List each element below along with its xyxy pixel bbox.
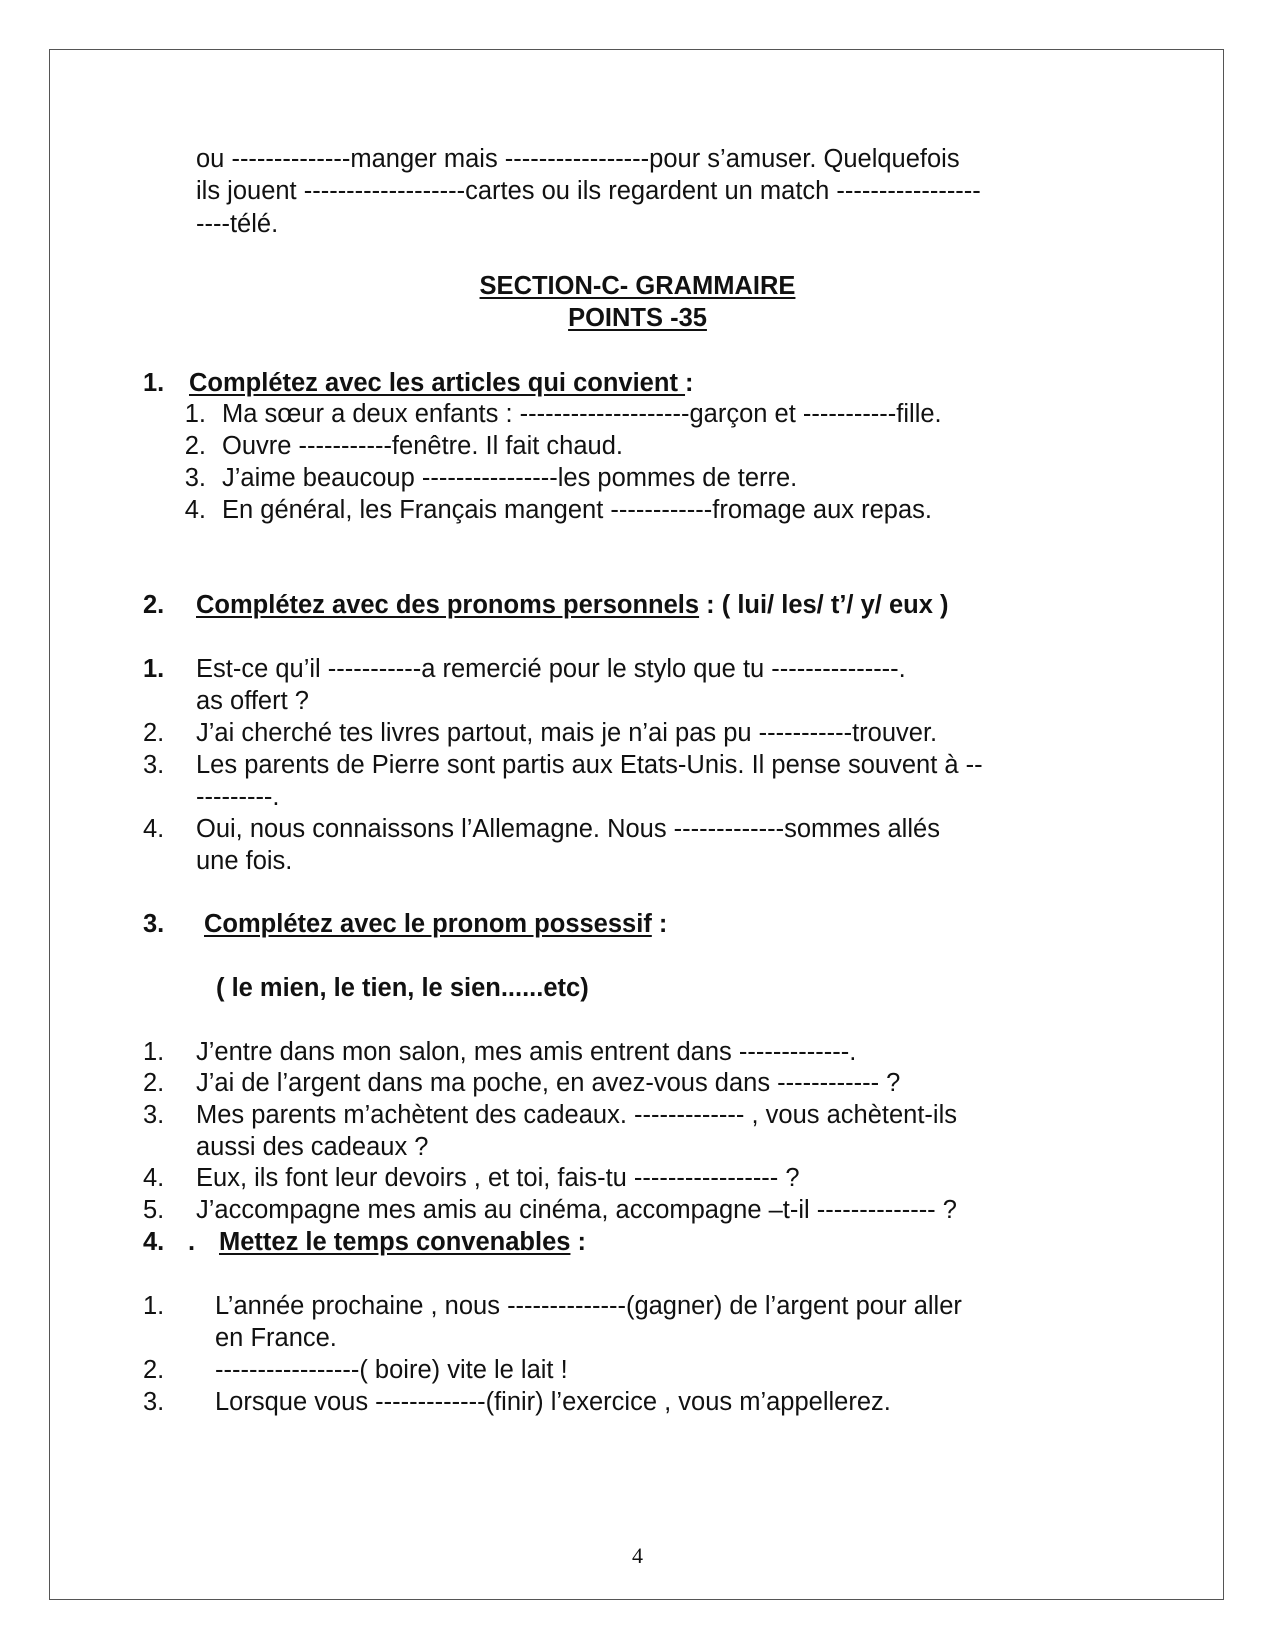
ex2-item-1-line-2: as offert ? — [196, 687, 309, 715]
intro-line-1: ou --------------manger mais -----------------pour s’amuser. Quelquefois — [196, 145, 960, 173]
ex3-item-5-number: 5. — [143, 1196, 165, 1224]
ex1-item-3-number: 3. — [184, 464, 206, 492]
ex2-item-4-line-2: une fois. — [196, 847, 293, 875]
section-title: SECTION-C- GRAMMAIRE — [479, 272, 796, 300]
section-points: POINTS -35 — [568, 304, 707, 332]
ex4-dot: . — [188, 1228, 196, 1256]
ex1-item-2-text: Ouvre -----------fenêtre. Il fait chaud. — [222, 432, 623, 460]
ex3-item-5-line-1: J’accompagne mes amis au cinéma, accompagne –t-il -------------- ? — [196, 1196, 957, 1224]
ex2-number: 2. — [143, 591, 165, 619]
ex4-item-1-number: 1. — [143, 1292, 165, 1320]
ex2-item-2-number: 2. — [143, 719, 165, 747]
ex1-item-2-number: 2. — [184, 432, 206, 460]
ex3-item-4-line-1: Eux, ils font leur devoirs , et toi, fais-tu ----------------- ? — [196, 1164, 800, 1192]
page-number: 4 — [632, 1543, 643, 1568]
ex2-heading: Complétez avec des pronoms personnels : ( lui/ les/ t’/ y/ eux ) — [196, 591, 949, 619]
ex4-item-3-line-1: Lorsque vous -------------(finir) l’exercice , vous m’appellerez. — [215, 1388, 891, 1416]
intro-line-3: ----télé. — [196, 210, 279, 238]
ex2-item-1-number: 1. — [143, 655, 165, 683]
ex1-item-4-text: En général, les Français mangent ------------fromage aux repas. — [222, 496, 932, 524]
ex4-item-3-number: 3. — [143, 1388, 165, 1416]
ex3-heading: Complétez avec le pronom possessif : — [204, 910, 668, 938]
ex4-item-1-line-1: L’année prochaine , nous --------------(gagner) de l’argent pour aller — [215, 1292, 962, 1320]
ex3-item-1-line-1: J’entre dans mon salon, mes amis entrent dans -------------. — [196, 1038, 857, 1066]
ex1-item-1-number: 1. — [184, 400, 206, 428]
ex1-number: 1. — [143, 369, 165, 397]
ex4-item-1-line-2: en France. — [215, 1324, 337, 1352]
ex3-hint: ( le mien, le tien, le sien......etc) — [216, 974, 589, 1002]
intro-line-2: ils jouent -------------------cartes ou ils regardent un match ----------------- — [196, 177, 981, 205]
ex4-item-2-line-1: -----------------( boire) vite le lait ! — [215, 1356, 568, 1384]
ex1-item-3-text: J’aime beaucoup ----------------les pommes de terre. — [222, 464, 798, 492]
ex3-item-2-line-1: J’ai de l’argent dans ma poche, en avez-vous dans ------------ ? — [196, 1069, 901, 1097]
ex4-item-2-number: 2. — [143, 1356, 165, 1384]
ex3-item-3-line-1: Mes parents m’achètent des cadeaux. ------------- , vous achètent-ils — [196, 1101, 957, 1129]
ex2-item-4-line-1: Oui, nous connaissons l’Allemagne. Nous -------------sommes allés — [196, 815, 940, 843]
ex1-heading: Complétez avec les articles qui convient : — [189, 369, 694, 397]
ex2-item-3-line-1: Les parents de Pierre sont partis aux Etats-Unis. Il pense souvent à -- — [196, 751, 983, 779]
ex3-item-3-line-2: aussi des cadeaux ? — [196, 1133, 429, 1161]
ex1-item-1-text: Ma sœur a deux enfants : --------------------garçon et -----------fille. — [222, 400, 942, 428]
ex3-item-1-number: 1. — [143, 1038, 165, 1066]
ex2-item-1-line-1: Est-ce qu’il -----------a remercié pour le stylo que tu ---------------. — [196, 655, 906, 683]
ex4-heading: Mettez le temps convenables : — [219, 1228, 587, 1256]
ex3-item-2-number: 2. — [143, 1069, 165, 1097]
ex3-item-3-number: 3. — [143, 1101, 165, 1129]
ex1-item-4-number: 4. — [184, 496, 206, 524]
ex2-item-3-line-2: ---------. — [196, 783, 280, 811]
ex2-item-3-number: 3. — [143, 751, 165, 779]
ex4-number: 4. — [143, 1228, 165, 1256]
ex3-item-4-number: 4. — [143, 1164, 165, 1192]
ex3-number: 3. — [143, 910, 165, 938]
ex2-item-4-number: 4. — [143, 815, 165, 843]
ex2-item-2-line-1: J’ai cherché tes livres partout, mais je n’ai pas pu -----------trouver. — [196, 719, 938, 747]
